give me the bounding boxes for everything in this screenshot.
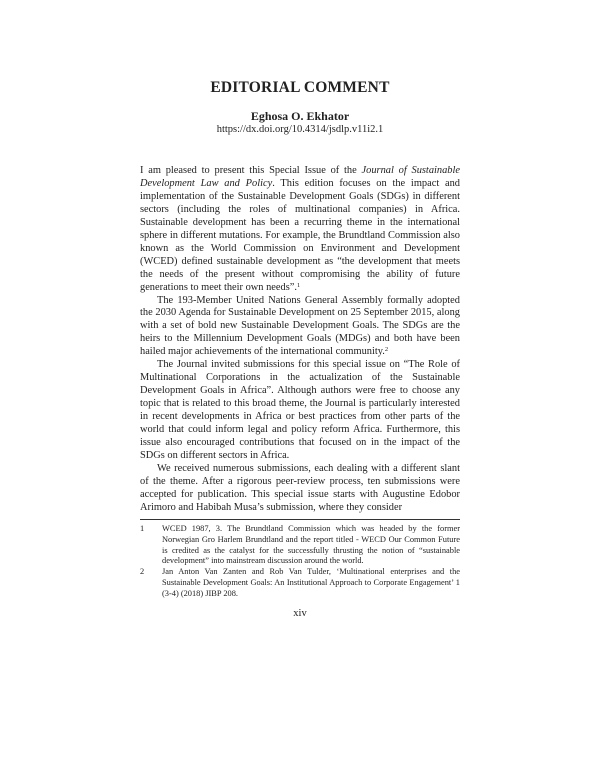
journal-name: Journal of Sustainable Development Law and Policy	[140, 165, 460, 189]
footnote-ref-1[interactable]: 1	[296, 281, 301, 289]
paragraph-3-text: The Journal invited submissions for this special issue on “The Role of Multinational Corporations in the actualization of the Sustainable Development Goals in Africa”. Although authors were free to choose any topic that is related to this broad theme, the Journal is particularly interested in recent developments in Africa or best practices from other parts of the world that could inform legal and policy reform Africa. Furthermore, this issue also encouraged contributions that focused on in the impact of the SDGs on different sectors in Africa.	[140, 359, 460, 461]
footnote-number: 1	[140, 524, 145, 533]
footnote-text: WCED 1987, 3. The Brundtland Commission which was headed by the former Norwegian Gro Harlem Brundtland and the report titled - WECD Our Common Future is credited as the catalyst for the successfully thrusting the notion of “sustainable development” into mainstream discussion around the world.	[162, 524, 460, 566]
paragraph-1	[140, 165, 460, 295]
footnote-number: 2	[140, 567, 145, 577]
paragraph-2	[140, 295, 460, 360]
paragraph-1-intro: I am pleased to present this Special Issue of the	[140, 165, 362, 176]
paragraph-2-text: The 193-Member United Nations General Assembly formally adopted the 2030 Agenda for Sustainable Development on 25 September 2015, along with a set of bold new Sustainable Development Goals. The SDGs are the heirs to the Millennium Development Goals (MDGs) and both have been hailed major achievements of the international community.	[140, 294, 460, 358]
paragraph-4-text: We received numerous submissions, each dealing with a different slant of the theme. After a rigorous peer-review process, ten submissions were accepted for publication. This special issue starts with Augustine Edobor Arimoro and Habibah Musa’s submission, where they consider	[140, 462, 460, 513]
footnote-text: Jan Anton Van Zanten and Rob Van Tulder, ‘Multinational enterprises and the Sustainable Development Goals: An Institutional Approach to Corporate Engagement’ 1 (3-4) (2018) JIBP 208.	[162, 567, 460, 598]
paragraph-3	[140, 359, 460, 463]
page-title: EDITORIAL COMMENT	[210, 79, 390, 96]
footnotes	[140, 519, 460, 600]
article-body	[140, 165, 460, 515]
footnote-ref-2[interactable]: 2	[384, 346, 389, 354]
page-number: xiv	[293, 608, 307, 619]
paragraph-4	[140, 463, 460, 515]
footnote-2	[140, 567, 460, 599]
doi-link[interactable]: https://dx.doi.org/10.4314/jsdlp.v11i2.1	[216, 124, 384, 135]
author-name: Eghosa O. Ekhator	[250, 109, 350, 123]
footnote-1	[140, 524, 460, 567]
paragraph-1-text: . This edition focuses on the impact and implementation of the Sustainable Development Goals (SDGs) in different sectors (including the roles of multinational companies) in Africa. Sustainable development has been a recurring theme in the international sphere in different mutations. For example, the Brundtland Commission also known as the World Commission on Environment and Development (WCED) defined sustainable development as “the development that meets the needs of the present without compromising the ability of future generations to meet their own needs”.	[140, 177, 461, 293]
